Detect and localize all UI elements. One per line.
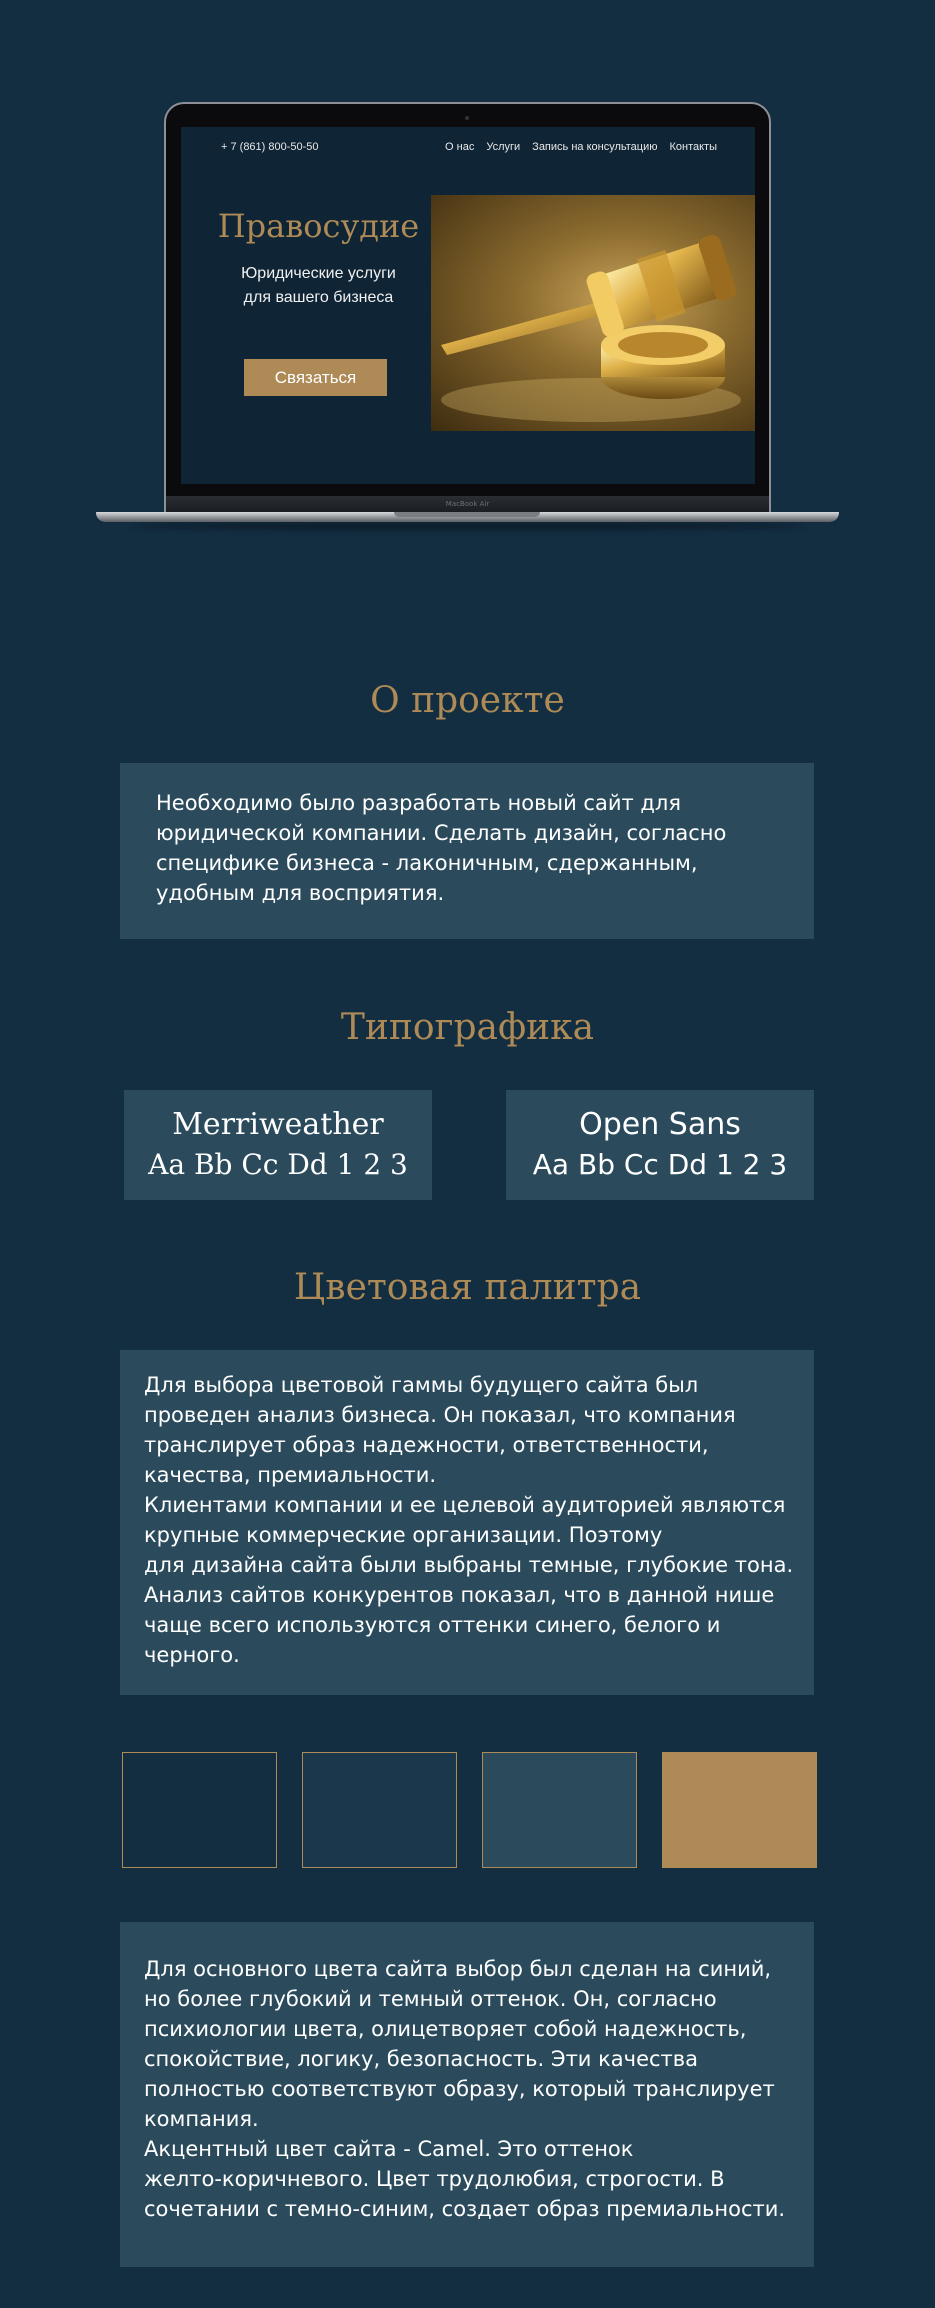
font-sample: Aa Bb Cc Dd 1 2 3 bbox=[148, 1148, 408, 1181]
mockup-title: Правосудие bbox=[217, 207, 420, 245]
palette-text: Для выбора цветовой гаммы будущего сайта был проведен анализ бизнеса. Он показал, что компания транслирует образ надежности, ответственности, качества, премиальности. Клиентами компании и ее целевой аудиторией являются крупные коммерческие организации. Поэтому для дизайна сайта были выбраны темные, глубокие тона. Анализ сайтов конкурентов показал, что в данной нише чаще всего используются оттенки синего, белого и черного. bbox=[144, 1373, 794, 1667]
about-panel bbox=[120, 763, 814, 939]
mockup-nav-item-contacts: Контакты bbox=[669, 141, 717, 153]
swatch-camel bbox=[662, 1752, 817, 1868]
laptop-screen bbox=[181, 127, 755, 484]
font-name: Merriweather bbox=[172, 1107, 384, 1142]
mockup-nav-item-booking: Запись на консультацию bbox=[532, 141, 658, 153]
gavel-photo bbox=[431, 195, 755, 431]
font-card-merriweather bbox=[124, 1090, 432, 1200]
gavel-icon bbox=[431, 195, 755, 431]
accent-text: Для основного цвета сайта выбор был сделан на синий, но более глубокий и темный оттенок. Он, согласно психиологии цвета, олицетворяет собой надежность, спокойствие, логику, безопасность. Эти качества полностью соответствуют образу, который транслирует компания. Акцентный цвет сайта - Camel. Это оттенок желто-коричневого. Цвет трудолюбия, строгости. В сочетании с темно-синим, создает образ премиальности. bbox=[144, 1957, 786, 2221]
swatch-slate-blue bbox=[482, 1752, 637, 1868]
palette-panel bbox=[120, 1350, 814, 1695]
mockup-contact-button: Связаться bbox=[244, 359, 387, 396]
mockup-nav-item-services: Услуги bbox=[486, 141, 521, 153]
camera-icon bbox=[465, 116, 469, 120]
font-name: Open Sans bbox=[579, 1107, 741, 1142]
accent-panel bbox=[120, 1922, 814, 2267]
palette-title: Цветовая палитра bbox=[293, 1267, 642, 1308]
about-title: О проекте bbox=[370, 680, 565, 721]
typography-title: Типографика bbox=[340, 1007, 595, 1048]
laptop-shadow bbox=[130, 522, 805, 530]
swatch-darkest-blue bbox=[122, 1752, 277, 1868]
mockup-phone: + 7 (861) 800-50-50 bbox=[221, 141, 319, 153]
laptop-notch bbox=[394, 512, 540, 517]
mockup-nav-item-about: О нас bbox=[445, 141, 475, 153]
about-text: Необходимо было разработать новый сайт для юридической компании. Сделать дизайн, согласно специфике бизнеса - лаконичным, сдержанным, удобным для восприятия. bbox=[156, 791, 727, 905]
mockup-nav bbox=[445, 141, 717, 153]
swatch-dark-blue bbox=[302, 1752, 457, 1868]
font-sample: Aa Bb Cc Dd 1 2 3 bbox=[532, 1148, 788, 1181]
mockup-subtitle: Юридические услуги для вашего бизнеса bbox=[241, 265, 396, 306]
laptop-model-label: MacBook Air bbox=[445, 500, 490, 508]
font-card-open-sans bbox=[506, 1090, 814, 1200]
